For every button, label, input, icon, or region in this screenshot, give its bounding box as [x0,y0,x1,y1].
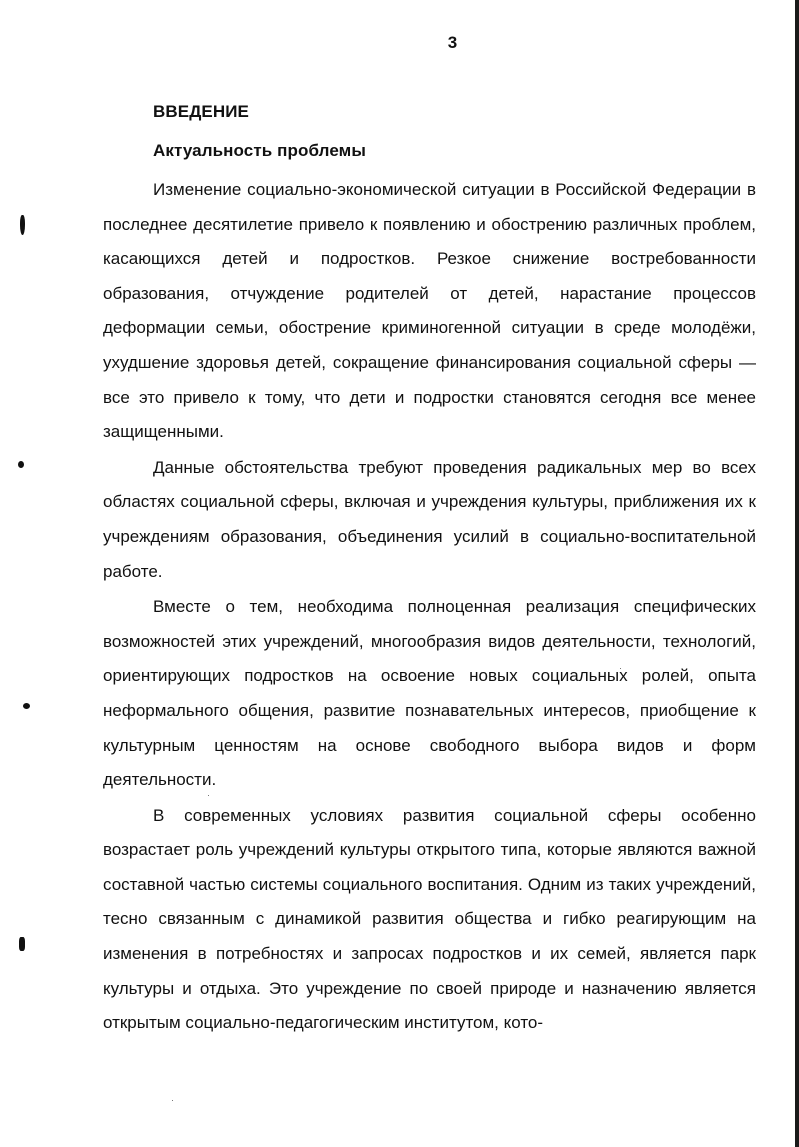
binder-hole-mark [23,703,30,709]
paragraph: Вместе о тем, необходима полноценная реализация специфических возможностей этих учреждений, многообразия видов деятельности, технологий, ориентирующих подростков на освоение новых социальных ролей, опыта неформального общения, развитие познавательных интересов, приобщение к культурным ценностям на основе свободного выбора видов и форм деятельности. [103,597,756,790]
paragraph: Изменение социально-экономической ситуации в Российской Федерации в последнее десятилетие привело к появлению и обострению различных проблем, касающихся детей и подростков. Резкое снижение востребованности образования, отчуждение родителей от детей, нарастание процессов деформации семьи, обострение криминогенной ситуации в среде молодёжи, ухудшение здоровья детей, сокращение финансирования социальной сферы — все это привело к тому, что дети и подростки становятся сегодня все менее защищенными. [103,180,756,442]
binder-hole-mark [20,215,25,235]
scan-edge-border [795,0,799,1147]
binder-hole-mark [19,937,25,951]
section-heading: ВВЕДЕНИЕ [153,102,249,121]
scan-speck [172,1100,173,1101]
paragraph: Данные обстоятельства требуют проведения радикальных мер во всех областях социальной сферы, включая и учреждения культуры, приближения их к учреждениям образования, объединения усилий в социально-воспитательной работе. [103,457,756,581]
binder-hole-mark [18,461,24,468]
page-number: 3 [447,33,458,52]
body-text [103,173,756,1041]
paragraph: В современных условиях развития социальной сферы особенно возрастает роль учреждений культуры открытого типа, которые являются важной составной частью системы социального воспитания. Одним из таких учреждений, тесно связанным с динамикой развития общества и гибко реагирующим на изменения в потребностях и запросах подростков и их семей, является парк культуры и отдыха. Это учреждение по своей природе и назначению является открытым социально-педагогическим институтом, кото- [103,805,756,1033]
subheading: Актуальность проблемы [153,141,366,160]
